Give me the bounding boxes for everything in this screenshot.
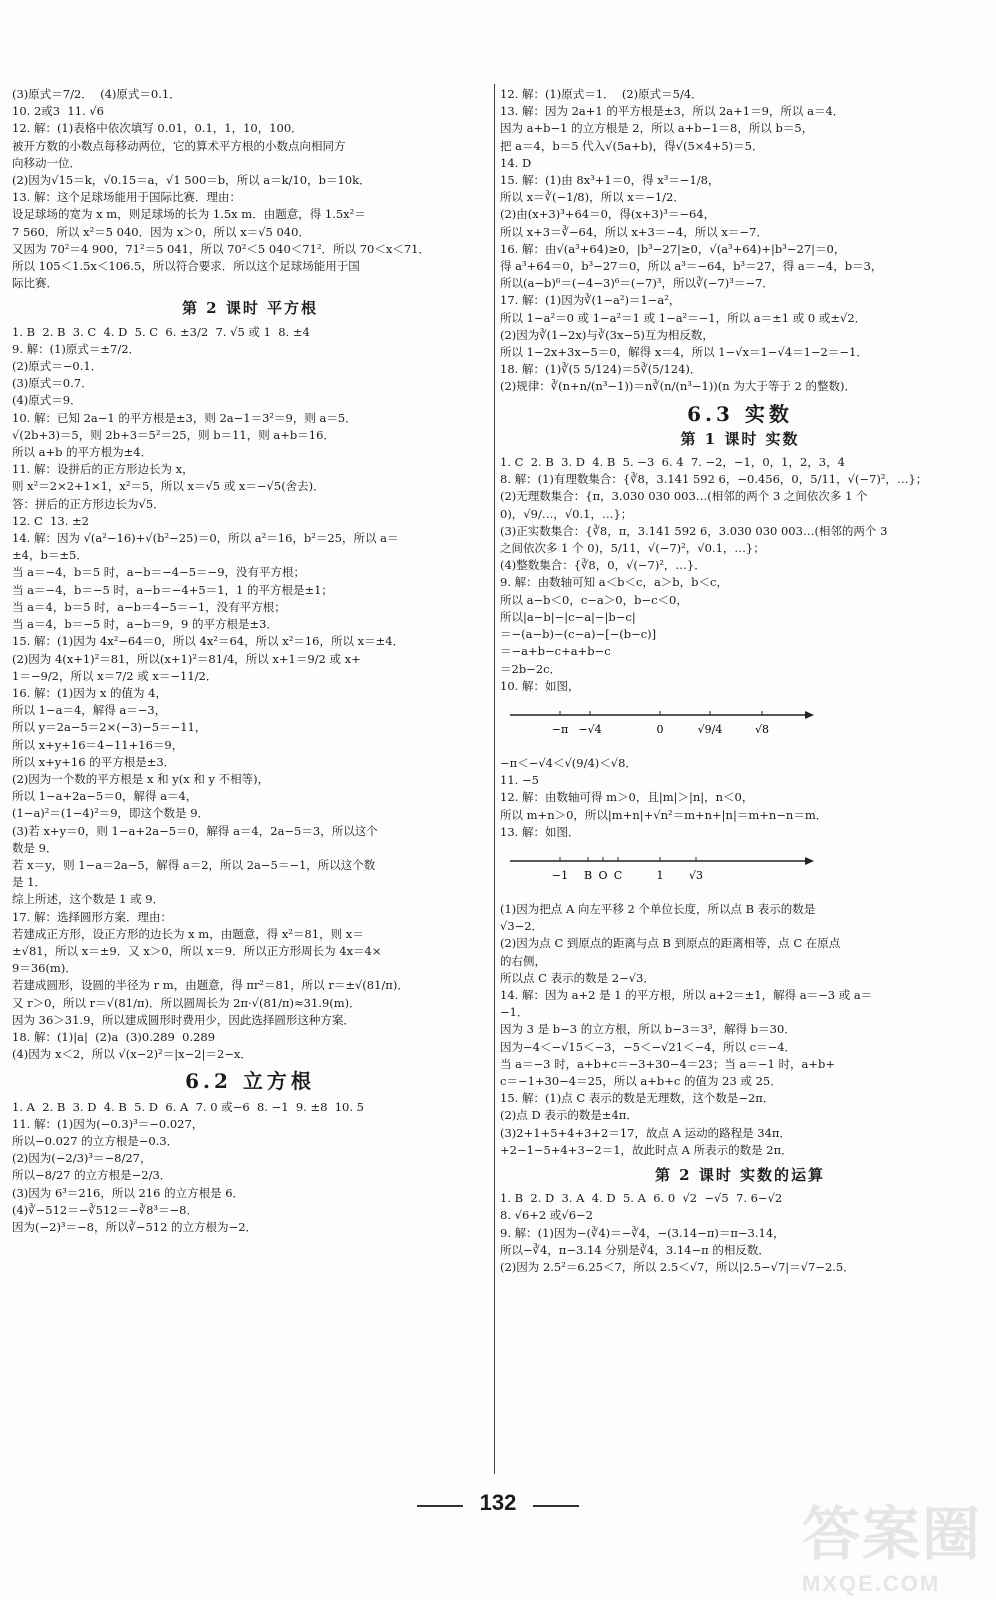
left-text-line: (2)因为(−2/3)³＝−8/27， — [12, 1151, 152, 1166]
footer-dash-right — [533, 1505, 579, 1507]
right-text-line: 所以点 C 表示的数是 2−√3． — [500, 970, 655, 985]
watermark-text: 答案圈 — [802, 1502, 983, 1567]
right-text-line: 因为−4＜−√15＜−3，−5＜−√21＜−4，所以 c＝−4． — [500, 1039, 797, 1054]
right-text-line: 所以|a−b|−|c−a|−|b−c| — [500, 609, 636, 624]
left-text-line: (2)原式＝−0.1． — [12, 359, 103, 374]
left-text-line: 被开方数的小数点每移动两位，它的算术平方根的小数点向相同方 — [12, 138, 346, 153]
left-text-line: 综上所述，这个数是 1 或 9． — [12, 892, 165, 907]
axis-label: √3 — [688, 868, 704, 882]
right-text-line: 15. 解：(1)由 8x³+1＝0，得 x³＝−1/8， — [500, 173, 720, 188]
left-text-line: 17. 解：选择圆形方案．理由： — [12, 909, 172, 924]
right-text-line: 15. 解：(1)点 C 表示的数是无理数，这个数是−2π． — [500, 1091, 775, 1106]
number-line-svg-1 — [500, 701, 820, 749]
watermark-logo — [802, 1487, 983, 1596]
left-text-line: 若建成正方形，设正方形的边长为 x m，由题意，得 x²＝81，则 x＝ — [12, 926, 364, 941]
left-text-line: 1. A 2. B 3. D 4. B 5. D 6. A 7. 0 或−6 8. −1 9. ±8 10. 5 — [12, 1099, 364, 1114]
right-text-line: 8. 解：(1)有理数集合：{∛8，3.141 592 6，−0.456，0，5/11，√(−7)²，…}； — [500, 472, 928, 487]
right-text-line: ＝2b−2c． — [500, 661, 562, 676]
axis-label: B — [583, 868, 593, 882]
right-text-line: 当 a＝−3 时，a+b+c＝−3+30−4＝23；当 a＝−1 时，a+b+ — [500, 1056, 835, 1071]
right-text-line: c＝−1+30−4＝25，所以 a+b+c 的值为 23 或 25． — [500, 1073, 782, 1088]
right-text-line: (2)因为点 C 到原点的距离与点 B 到原点的距离相等，点 C 在原点 — [500, 936, 841, 951]
axis-label: −π — [551, 722, 569, 736]
axis-label: 0 — [656, 722, 664, 736]
left-text-line: (3)原式＝7/2． (4)原式＝0.1． — [12, 87, 181, 101]
right-text-line: 17. 解：(1)因为∛(1−a²)＝1−a²， — [500, 293, 681, 308]
left-text-line: 若建成圆形，设圆的半径为 r m，由题意，得 πr²＝81，所以 r＝±√(81/π)． — [12, 978, 409, 993]
right-text-line: (2)由(x+3)³+64＝0，得(x+3)³＝−64， — [500, 207, 716, 222]
axis-label: −1 — [551, 868, 569, 882]
right-text-line: 9. 解：(1)因为−(∛4)＝−∛4，−(3.14−π)＝π−3.14， — [500, 1225, 785, 1240]
right-text-line: 之间依次多 1 个 0)，5/11，√(−7)²，√0.1，…}； — [500, 541, 765, 556]
left-text-line: 所以−8/27 的立方根是−2/3． — [12, 1168, 172, 1183]
footer-dash-left — [417, 1505, 463, 1507]
left-text-line: 设足球场的宽为 x m，则足球场的长为 1.5x m．由题意，得 1.5x²＝ — [12, 207, 366, 222]
left-text-line: 11. 解：设拼后的正方形边长为 x， — [12, 462, 194, 477]
left-text-line: 14. 解：因为 √(a²−16)+√(b²−25)＝0，所以 a²＝16，b²＝25，所以 a＝ — [12, 531, 399, 546]
right-text-line: 所以 x＝∛(−1/8)，所以 x＝−1/2． — [500, 190, 685, 205]
left-text-line: 10. 解：已知 2a−1 的平方根是±3，则 2a−1＝3²＝9，则 a＝5． — [12, 410, 357, 425]
axis-label: −√4 — [578, 722, 602, 736]
right-text-line: 因为 3 是 b−3 的立方根，所以 b−3＝3³，解得 b＝30． — [500, 1022, 796, 1037]
left-text-line: 当 a＝−4，b＝−5 时，a−b＝−4+5＝1，1 的平方根是±1； — [12, 582, 333, 597]
left-text-line: 11. 解：(1)因为(−0.3)³＝−0.027， — [12, 1116, 204, 1131]
left-text-line: 因为(−2)³＝−8，所以∛−512 的立方根为−2． — [12, 1220, 258, 1234]
right-text-line: +2−1−5+4+3−2＝1，故此时点 A 所表示的数是 2π． — [500, 1142, 793, 1157]
left-text-line: 数是 9． — [12, 840, 58, 855]
left-text-line: (3)因为 6³＝216，所以 216 的立方根是 6． — [12, 1185, 245, 1200]
left-text-line: 因为 36＞31.9，所以建成圆形时费用少，因此选择圆形这种方案． — [12, 1012, 355, 1027]
left-text-line: (1−a)²＝(1−4)²＝9，即这个数是 9． — [12, 806, 210, 821]
right-text-line: 所以−∛4，π−3.14 分别是∛4，3.14−π 的相反数． — [500, 1242, 770, 1257]
left-text-line: 1. B 2. B 3. C 4. D 5. C 6. ±3/2 7. √5 或 1 8. ±4 — [12, 324, 310, 339]
left-text-line: 又 r＞0，所以 r＝√(81/π)．所以圆周长为 2π·√(81/π)≈31.9(m)． — [12, 995, 361, 1010]
column-divider — [494, 84, 495, 1474]
left-text-line: 答：拼后的正方形边长为√5． — [12, 496, 165, 511]
left-text-line: (4)∛−512＝−∛512＝−∛8³＝−8． — [12, 1202, 198, 1217]
lesson-heading: 第 2 课时 实数的运算 — [654, 1165, 826, 1184]
number-line-svg-2 — [500, 847, 820, 895]
left-text-line: 所以 a+b 的平方根为±4． — [12, 445, 153, 460]
axis-label: √9/4 — [697, 722, 723, 736]
watermark-url: MXQE.COM — [802, 1571, 941, 1596]
right-text-line: (1)因为把点 A 向左平移 2 个单位长度，所以点 B 表示的数是 — [500, 901, 816, 916]
lesson-heading: 第 1 课时 实数 — [680, 429, 800, 448]
right-text-line: −π＜−√4＜√(9/4)＜√8． — [500, 755, 637, 770]
right-text-line: (3)正实数集合：{∛8，π，3.141 592 6，3.030 030 003…(相邻的两个 3 — [500, 523, 888, 538]
axis-label: C — [613, 868, 623, 882]
axis-label: 1 — [656, 868, 664, 882]
right-text-line: 所以 m+n＞0，所以|m+n|+√n²＝m+n+|n|＝m+n−n＝m． — [500, 807, 828, 822]
right-text-line: 12. 解：(1)原式＝1． (2)原式＝5/4． — [500, 87, 703, 101]
right-text-line: (2)因为 2.5²＝6.25＜7，所以 2.5＜√7，所以|2.5−√7|＝√7−2.5． — [500, 1259, 855, 1274]
left-text-line: 16. 解：(1)因为 x 的值为 4， — [12, 685, 168, 700]
left-text-line: 18. 解：(1)|a| (2)a (3)0.289 0.289 — [12, 1029, 216, 1044]
right-text-line: 所以 x+3＝∛−64，所以 x+3＝−4，所以 x＝−7． — [500, 224, 768, 239]
left-text-line: 际比赛． — [12, 276, 58, 291]
right-text-line: 12. 解：由数轴可得 m＞0，且|m|＞|n|，n＜0， — [500, 790, 754, 805]
axis-label: O — [598, 868, 608, 882]
right-column — [500, 86, 980, 1276]
right-text-line: 1. B 2. D 3. A 4. D 5. A 6. 0 √2 −√5 7. 6−√2 — [500, 1191, 783, 1206]
axis-label: √8 — [754, 722, 770, 736]
right-text-line: √3−2． — [500, 919, 544, 934]
left-text-line: (4)原式＝9． — [12, 393, 82, 408]
right-text-line: 的右侧， — [500, 953, 546, 968]
right-text-line: 因为 a+b−1 的立方根是 2，所以 a+b−1＝8，所以 b＝5， — [500, 121, 814, 136]
section-heading: 6.2 立方根 — [185, 1069, 315, 1094]
right-text-line: 0)，√9/…，√0.1，…}； — [500, 506, 633, 521]
right-text-line: (2)无理数集合：{π，3.030 030 003…(相邻的两个 3 之间依次多 1 个 — [500, 489, 868, 504]
left-text-line: √(2b+3)＝5，则 2b+3＝5²＝25，则 b＝11，则 a+b＝16． — [12, 427, 335, 442]
left-text-line: 15. 解：(1)因为 4x²−64＝0，所以 4x²＝64，所以 x²＝16，所以 x＝±4． — [12, 634, 405, 649]
right-text-line: −1． — [500, 1005, 529, 1020]
left-text-line: ±4，b＝±5． — [12, 548, 88, 563]
left-text-line: (2)因为一个数的平方根是 x 和 y(x 和 y 不相等)， — [12, 771, 270, 786]
left-text-line: 所以 x+y+16 的平方根是±3． — [12, 754, 176, 769]
left-text-line: (3)若 x+y＝0，则 1−a+2a−5＝0，解得 a＝4，2a−5＝3，所以这个 — [12, 823, 378, 838]
page-number: 132 — [479, 1490, 517, 1515]
left-text-line: 当 a＝4，b＝−5 时，a−b＝9，9 的平方根是±3． — [12, 617, 278, 632]
left-text-line: ±√81，所以 x＝±9．又 x＞0，所以 x＝9．所以正方形周长为 4x＝4× — [12, 943, 382, 958]
left-text-line: (3)原式＝0.7． — [12, 376, 93, 391]
right-text-line: (2)点 D 表示的数是±4π． — [500, 1108, 638, 1123]
left-text-line: 13. 解：这个足球场能用于国际比赛．理由： — [12, 190, 241, 205]
left-text-line: 12. C 13. ±2 — [12, 513, 89, 528]
right-text-line: 18. 解：(1)∛(5 5/124)＝5∛(5/124)． — [500, 362, 702, 377]
right-text-line: 8. √6+2 或√6−2 — [500, 1208, 593, 1223]
left-text-line: 所以 y＝2a−5＝2×(−3)−5＝−11， — [12, 720, 207, 735]
right-text-line: 11. −5 — [500, 773, 539, 788]
left-text-line: 若 x＝y，则 1−a＝2a−5，解得 a＝2，所以 2a−5＝−1，所以这个数 — [12, 857, 376, 872]
right-text-line: 所以 1−2x+3x−5＝0，解得 x＝4，所以 1−√x＝1−√4＝1−2＝−1． — [500, 345, 868, 360]
right-text-line: ＝−a+b−c+a+b−c — [500, 644, 611, 659]
left-text-line: 向移动一位． — [12, 155, 81, 170]
right-text-line: 13. 解：因为 2a+1 的平方根是±3，所以 2a+1＝9，所以 a＝4． — [500, 104, 845, 119]
left-text-line: 则 x²＝2×2+1×1，x²＝5，所以 x＝√5 或 x＝−√5(舍去)． — [12, 479, 325, 494]
right-text-line: 13. 解：如图． — [500, 824, 580, 839]
right-text-line: 16. 解：由√(a³+64)≥0，|b³−27|≥0，√(a³+64)+|b³−27|＝0， — [500, 241, 846, 256]
right-text-line: 14. D — [500, 155, 532, 170]
left-text-line: 9. 解：(1)原式＝±7/2． — [12, 341, 141, 356]
left-text-line: 又因为 70²＝4 900，71²＝5 041，所以 70²＜5 040＜71²．所以 70＜x＜71． — [12, 241, 430, 256]
left-text-line: 7 560．所以 x²＝5 040．因为 x＞0，所以 x＝√5 040． — [12, 224, 310, 239]
number-line-figure-1 — [500, 701, 980, 753]
number-line-figure-2 — [500, 847, 980, 899]
left-text-line: 12. 解：(1)表格中依次填写 0.01，0.1，1，10，100． — [12, 121, 303, 136]
right-text-line: 1. C 2. B 3. D 4. B 5. −3 6. 4 7. −2，−1，0，1，2，3，4 — [500, 455, 845, 470]
right-text-line: 所以 a−b＜0，c−a＞0，b−c＜0， — [500, 592, 688, 607]
section-heading: 6.3 实数 — [687, 401, 793, 426]
left-text-line: 所以 1−a+2a−5＝0，解得 a＝4， — [12, 789, 198, 804]
right-text-line: (3)2+1+5+4+3+2＝17，故点 A 运动的路程是 34π． — [500, 1125, 791, 1140]
right-text-line: 14. 解：因为 a+2 是 1 的平方根，所以 a+2＝±1，解得 a＝−3 或 a＝ — [500, 987, 873, 1002]
left-text-line: 所以 1−a＝4，解得 a＝−3， — [12, 703, 167, 718]
left-text-line: 所以 x+y+16＝4−11+16＝9， — [12, 737, 184, 752]
right-text-line: (2)规律：∛(n+n/(n³−1))＝n∛(n/(n³−1))(n 为大于等于 2 的整数)． — [500, 379, 856, 394]
right-text-line: ＝−(a−b)−(c−a)−[−(b−c)] — [500, 627, 657, 642]
right-text-line: 9. 解：由数轴可知 a＜b＜c，a＞b，b＜c， — [500, 575, 728, 590]
lesson-heading: 第 2 课时 平方根 — [181, 299, 319, 318]
left-text-line: 9＝36(m)． — [12, 961, 77, 976]
left-text-line: (2)因为 4(x+1)²＝81，所以(x+1)²＝81/4，所以 x+1＝9/2 或 x+ — [12, 651, 361, 666]
left-text-line: 1＝−9/2，所以 x＝7/2 或 x＝−11/2． — [12, 668, 218, 683]
left-text-line: 是 1． — [12, 875, 46, 890]
left-text-line: (4)因为 x＜2，所以 √(x−2)²＝|x−2|＝2−x． — [12, 1047, 252, 1062]
right-text-line: 10. 解：如图， — [500, 678, 580, 693]
right-text-line: 得 a³+64＝0，b³−27＝0，所以 a³＝−64，b³＝27，得 a＝−4，b＝3， — [500, 259, 883, 274]
axis-arrow-icon — [805, 857, 814, 865]
left-column — [12, 86, 488, 1236]
right-text-line: 所以(a−b)⁶＝(−4−3)⁶＝(−7)³，所以∛(−7)³＝−7． — [500, 276, 774, 291]
right-text-line: (2)因为∛(1−2x)与∛(3x−5)互为相反数， — [500, 327, 714, 342]
left-text-line: (2)因为√15＝k，√0.15＝a，√1 500＝b，所以 a＝k/10，b＝10k． — [12, 173, 371, 188]
left-text-line: 10. 2或3 11. √6 — [12, 104, 104, 119]
right-text-line: (4)整数集合：{∛8，0，√(−7)²，…}． — [500, 558, 706, 573]
left-text-line: 所以 105＜1.5x＜106.5，所以符合要求．所以这个足球场能用于国 — [12, 259, 360, 274]
right-text-line: 所以 1−a²＝0 或 1−a²＝1 或 1−a²＝−1，所以 a＝±1 或 0 或±√2． — [500, 310, 867, 325]
axis-arrow-icon — [805, 711, 814, 719]
right-text-line: 把 a＝4，b＝5 代入√(5a+b)，得√(5×4+5)＝5． — [500, 138, 764, 153]
left-text-line: 所以−0.027 的立方根是−0.3． — [12, 1133, 179, 1148]
left-text-line: 当 a＝−4，b＝5 时，a−b＝−4−5＝−9，没有平方根； — [12, 565, 306, 580]
left-text-line: 当 a＝4，b＝5 时，a−b＝4−5＝−1，没有平方根； — [12, 599, 286, 614]
